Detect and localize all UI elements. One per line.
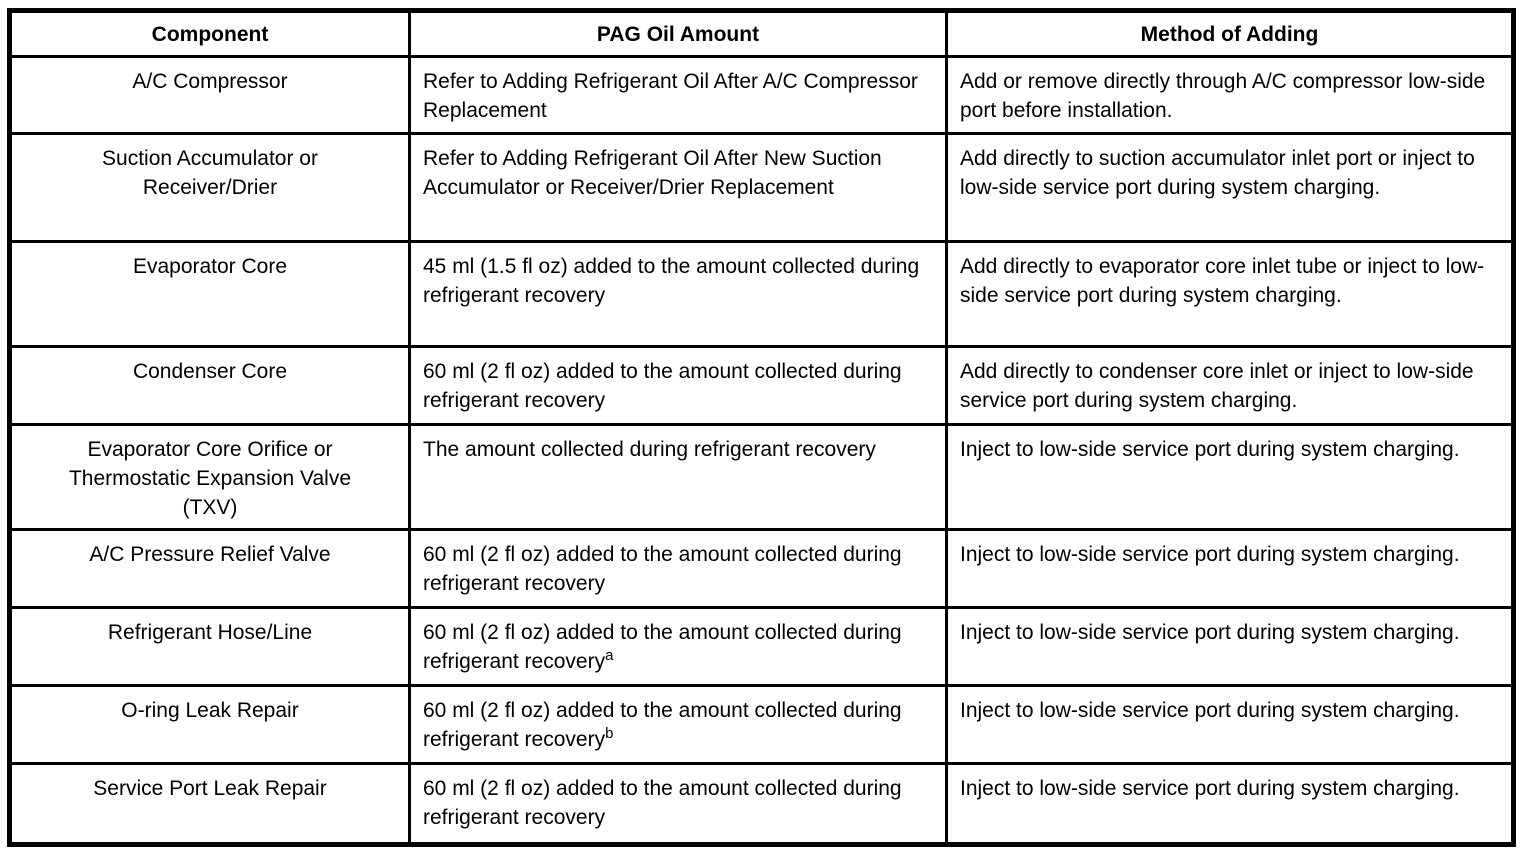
method-of-adding-cell bbox=[947, 347, 1514, 425]
method-of-adding-cell bbox=[947, 608, 1514, 686]
method-of-adding-text: Inject to low-side service port during system charging. bbox=[960, 777, 1460, 800]
table-row bbox=[10, 347, 1514, 425]
method-of-adding-text: Add directly to condenser core inlet or inject to low-side service port during system charging. bbox=[960, 360, 1474, 412]
pag-oil-amount-text: The amount collected during refrigerant recovery bbox=[423, 438, 876, 461]
pag-oil-amount-text: 60 ml (2 fl oz) added to the amount collected during refrigerant recovery bbox=[423, 360, 902, 412]
pag-oil-amount-cell bbox=[410, 242, 947, 347]
pag-oil-amount-cell bbox=[410, 686, 947, 764]
component-cell bbox=[10, 764, 410, 845]
method-of-adding-cell bbox=[947, 57, 1514, 134]
table-row bbox=[10, 134, 1514, 242]
method-of-adding-text: Add directly to evaporator core inlet tube or inject to low-side service port during system charging. bbox=[960, 255, 1485, 307]
component-cell bbox=[10, 608, 410, 686]
component-text: O-ring Leak Repair bbox=[121, 699, 299, 722]
pag-oil-amount-text: 45 ml (1.5 fl oz) added to the amount collected during refrigerant recovery bbox=[423, 255, 920, 307]
component-cell bbox=[10, 347, 410, 425]
table-row bbox=[10, 686, 1514, 764]
table-row bbox=[10, 57, 1514, 134]
component-text: Evaporator Core bbox=[132, 255, 288, 278]
pag-oil-amount-text: Refer to Adding Refrigerant Oil After New Suction Accumulator or Receiver/Drier Replacement bbox=[423, 147, 882, 199]
header-row bbox=[10, 11, 1514, 57]
method-of-adding-cell bbox=[947, 425, 1514, 530]
component-cell bbox=[10, 425, 410, 530]
header-method-of-adding: Method of Adding bbox=[947, 11, 1514, 57]
component-text: A/C Pressure Relief Valve bbox=[89, 543, 331, 566]
pag-oil-amount-cell bbox=[410, 764, 947, 845]
footnote-marker: a bbox=[605, 647, 614, 664]
method-of-adding-cell bbox=[947, 686, 1514, 764]
component-text: Condenser Core bbox=[132, 360, 288, 383]
component-text: Suction Accumulator or Receiver/Drier bbox=[102, 147, 318, 199]
method-of-adding-cell bbox=[947, 242, 1514, 347]
table-row bbox=[10, 530, 1514, 608]
method-of-adding-text: Inject to low-side service port during system charging. bbox=[960, 438, 1460, 461]
component-text: Evaporator Core Orifice or Thermostatic Expansion Valve (TXV) bbox=[68, 438, 352, 519]
header-component: Component bbox=[10, 11, 410, 57]
pag-oil-amount-text: 60 ml (2 fl oz) added to the amount collected during refrigerant recovery bbox=[423, 621, 902, 673]
method-of-adding-text: Add directly to suction accumulator inlet port or inject to low-side service port during system charging. bbox=[960, 147, 1475, 199]
footnote-marker: b bbox=[605, 725, 614, 742]
component-cell bbox=[10, 530, 410, 608]
pag-oil-amount-cell bbox=[410, 57, 947, 134]
table-row bbox=[10, 425, 1514, 530]
method-of-adding-text: Inject to low-side service port during system charging. bbox=[960, 699, 1460, 722]
method-of-adding-text: Inject to low-side service port during system charging. bbox=[960, 621, 1460, 644]
table-row bbox=[10, 608, 1514, 686]
table-row bbox=[10, 764, 1514, 845]
method-of-adding-text: Add or remove directly through A/C compressor low-side port before installation. bbox=[960, 70, 1486, 122]
method-of-adding-cell bbox=[947, 530, 1514, 608]
pag-oil-amount-cell bbox=[410, 530, 947, 608]
pag-oil-amount-cell bbox=[410, 347, 947, 425]
pag-oil-amount-cell bbox=[410, 134, 947, 242]
method-of-adding-text: Inject to low-side service port during system charging. bbox=[960, 543, 1460, 566]
pag-oil-amount-cell bbox=[410, 425, 947, 530]
header-pag-oil-amount: PAG Oil Amount bbox=[410, 11, 947, 57]
component-text: Service Port Leak Repair bbox=[93, 777, 327, 800]
table-row bbox=[10, 242, 1514, 347]
method-of-adding-cell bbox=[947, 134, 1514, 242]
component-text: A/C Compressor bbox=[132, 70, 288, 93]
component-cell bbox=[10, 57, 410, 134]
method-of-adding-cell bbox=[947, 764, 1514, 845]
component-text: Refrigerant Hose/Line bbox=[107, 621, 313, 644]
pag-oil-amount-text: 60 ml (2 fl oz) added to the amount collected during refrigerant recovery bbox=[423, 699, 902, 751]
component-cell bbox=[10, 242, 410, 347]
pag-oil-amount-cell bbox=[410, 608, 947, 686]
pag-oil-amount-text: Refer to Adding Refrigerant Oil After A/C Compressor Replacement bbox=[423, 70, 918, 122]
component-cell bbox=[10, 686, 410, 764]
component-cell bbox=[10, 134, 410, 242]
pag-oil-amount-text: 60 ml (2 fl oz) added to the amount collected during refrigerant recovery bbox=[423, 543, 902, 595]
pag-oil-table bbox=[7, 8, 1516, 847]
pag-oil-amount-text: 60 ml (2 fl oz) added to the amount collected during refrigerant recovery bbox=[423, 777, 902, 829]
